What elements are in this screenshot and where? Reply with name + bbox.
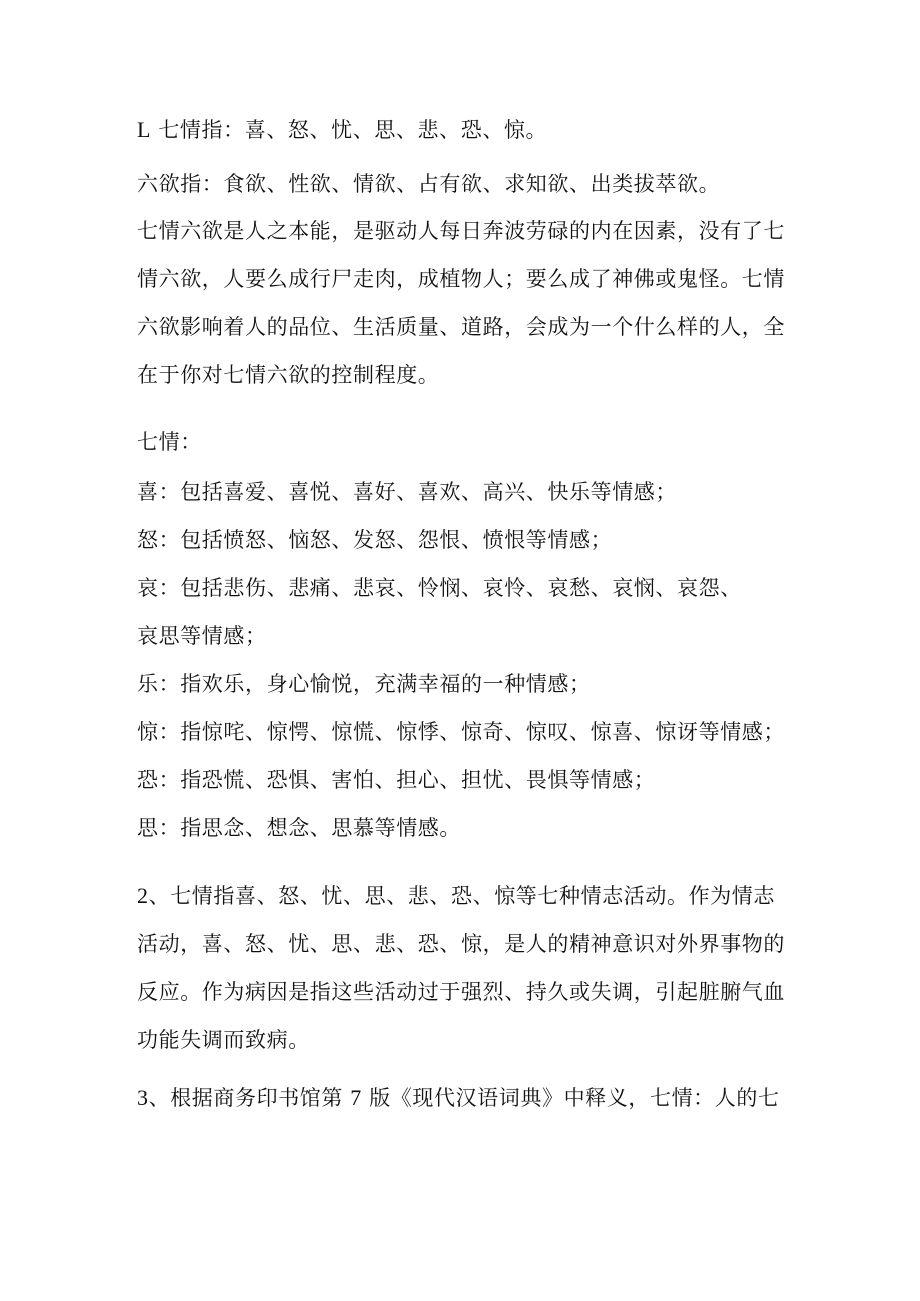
section-2-line: 功能失调而致病。 xyxy=(137,1028,310,1052)
section-2-line: 反应。作为病因是指这些活动过于强烈、持久或失调，引起脏腑气血 xyxy=(137,980,785,1004)
section-3-line xyxy=(137,1083,817,1113)
line-text: 版《现代汉语词典》中释义，七情：人的七 xyxy=(369,1086,780,1110)
section-2-line: 活动，喜、怒、忧、思、悲、恐、惊，是人的精神意识对外界事物的 xyxy=(137,932,785,956)
paragraph-line: 情六欲，人要么成行尸走肉，成植物人；要么成了神佛或鬼怪。七情 xyxy=(137,267,785,291)
emotion-item: 惊：指惊咤、惊愕、惊慌、惊悸、惊奇、惊叹、惊喜、惊讶等情感； xyxy=(137,720,785,744)
paragraph-line: 六欲影响着人的品位、生活质量、道路，会成为一个什么样的人，全 xyxy=(137,315,785,339)
emotion-item: 恐：指恐慌、恐惧、害怕、担心、担忧、畏惧等情感； xyxy=(137,768,656,792)
section-2-line xyxy=(137,881,817,911)
section-heading: 七情： xyxy=(137,430,202,454)
line-text: 、根据商务印书馆第 xyxy=(148,1086,344,1110)
paragraph-line: 七情六欲是人之本能，是驱动人每日奔波劳碌的内在因素，没有了七 xyxy=(137,219,785,243)
emotion-item: 思：指思念、想念、思慕等情感。 xyxy=(137,816,461,840)
list-number: L xyxy=(137,117,152,142)
six-desires-definition: 六欲指：食欲、性欲、情欲、占有欲、求知欲、出类拔萃欲。 xyxy=(137,172,721,196)
emotion-item: 怒：包括愤怒、恼怒、发怒、怨恨、愤恨等情感； xyxy=(137,528,613,552)
list-number: 2 xyxy=(137,883,149,908)
seven-emotions-definition xyxy=(137,115,817,145)
edition-number: 7 xyxy=(350,1085,362,1110)
emotion-item: 哀：包括悲伤、悲痛、悲哀、怜悯、哀怜、哀愁、哀悯、哀怨、 xyxy=(137,576,742,600)
list-number: 3 xyxy=(137,1085,149,1110)
paragraph-line: 在于你对七情六欲的控制程度。 xyxy=(137,363,440,387)
line-text: 、七情指喜、怒、忧、思、悲、恐、惊等七种情志活动。作为情志 xyxy=(148,884,776,908)
line-text: 七情指：喜、怒、忧、思、悲、恐、惊。 xyxy=(158,118,548,142)
emotion-item-continued: 哀思等情感； xyxy=(137,624,267,648)
emotion-item: 乐：指欢乐，身心愉悦，充满幸福的一种情感； xyxy=(137,672,591,696)
emotion-item: 喜：包括喜爱、喜悦、喜好、喜欢、高兴、快乐等情感； xyxy=(137,480,677,504)
